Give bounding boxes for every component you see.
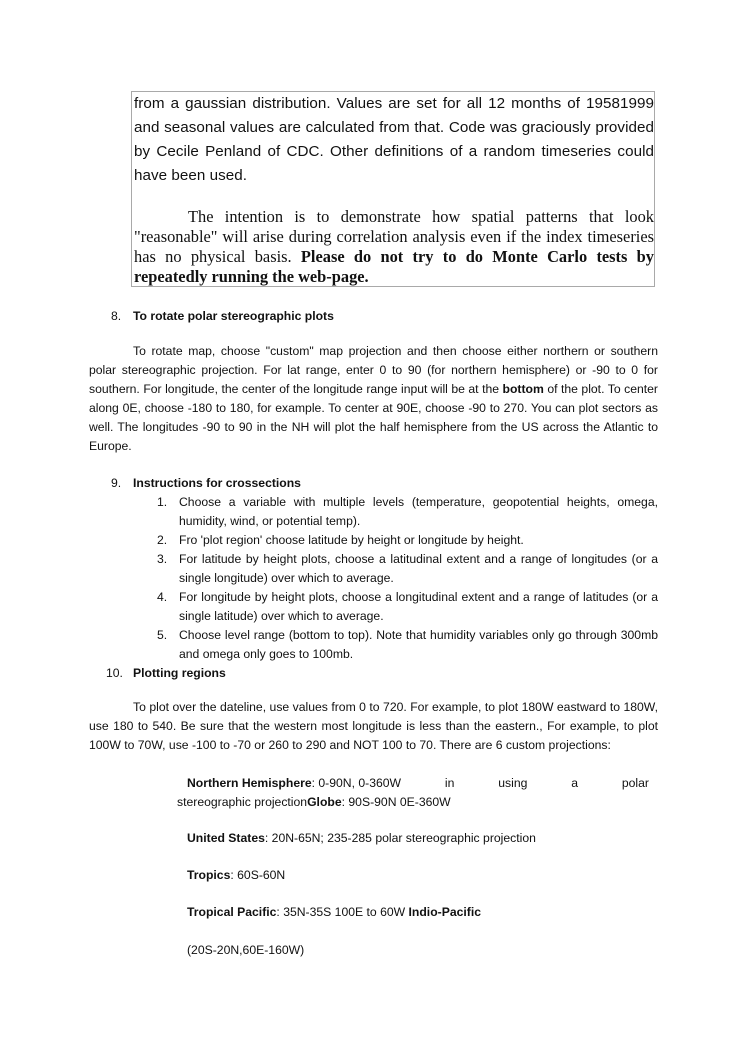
region-globe-line [177,793,451,812]
section-8-text-b: of the plot. To center along 0E, choose -180 to 180, for example. To center at 90E, choose -90 to 270. You can plot sectors as well. The longitudes -90 to 90 in the NH will plot the half hemisphere from the US across the Atlantic to Europe. [89,382,658,453]
frame-paragraph-1: from a gaussian distribution. Values are set for all 12 months of 19581999 and seasonal values are calculated from that. Code was graciously provided by Cecile Penland of CDC. Other definitions of a random timeseries could have been used. [134,95,654,184]
region-nh-word-a: a [571,776,578,790]
step-text: Fro 'plot region' choose latitude by height or longitude by height. [179,533,524,547]
crossection-step [157,626,658,664]
region-nh-line2: stereographic projection [177,795,308,809]
step-number: 2. [157,533,168,547]
region-nh-word-polar: polar [621,776,649,790]
step-number: 4. [157,590,168,604]
region-us-range: : 20N-65N; 235-285 polar stereographic projection [264,831,536,845]
section-8-text-a: To rotate map, choose "custom" map projection and then choose either northern or southern polar stereographic projection. For lat range, enter 0 to 90 (for northern hemisphere) or -90 to 0 for southern. For longitude, the center of the longitude range input will be at the [89,344,658,396]
region-ip-range: (20S-20N,60E-160W) [187,943,305,957]
crossection-step [157,531,658,550]
region-tp-label: Tropical Pacific [187,905,277,919]
section-9-title: Instructions for crossections [133,476,301,490]
region-nh-range: : 0-90N, 0-360W [311,776,402,790]
crossection-step [157,588,658,626]
region-tropics-range: : 60S-60N [230,868,286,882]
step-number: 1. [157,495,168,509]
region-tp-range: : 35N-35S 100E to 60W [276,905,406,919]
section-10-paragraph: To plot over the dateline, use values from 0 to 720. For example, to plot 180W eastward to 180W, use 180 to 540. Be sure that the western most longitude is less than the eastern., For example, to plot 100W to 70W, use -100 to -70 or 260 to 290 and NOT 100 to 70. There are 6 custom projections: [89,700,658,752]
frame-paragraph-2-bold: Please do not try to do Monte Carlo tests by repeatedly running the web-page. [134,247,654,286]
region-us-label: United States [187,831,265,845]
region-nh-line [187,774,649,793]
crossection-steps [157,493,658,664]
region-nh-word-using: using [498,776,528,790]
region-globe-label: Globe [307,795,342,809]
frame-paragraph-2 [134,207,654,287]
crossection-step [157,493,658,531]
region-ip-line [187,941,304,960]
crossection-step [157,550,658,588]
frame-paragraph-2-text: The intention is to demonstrate how spatial patterns that look "reasonable" will arise during correlation analysis even if the index timeseries has no physical basis. [134,207,654,266]
section-8-title: To rotate polar stereographic plots [133,309,334,323]
step-text: Choose a variable with multiple levels (temperature, geopotential heights, omega, humidity, wind, or potential temp). [179,495,658,528]
step-number: 3. [157,552,168,566]
step-text: For latitude by height plots, choose a latitudinal extent and a range of longitudes (or a single longitude) over which to average. [179,552,658,585]
region-nh-label: Northern Hemisphere [187,776,312,790]
region-tp-line [187,903,481,922]
region-us-line [187,829,536,848]
section-10-title: Plotting regions [133,666,226,680]
section-8-bold-word: bottom [502,382,544,396]
section-8-number: 8. [111,309,122,323]
step-text: Choose level range (bottom to top). Note that humidity variables only go through 300mb and omega only goes to 100mb. [179,628,658,661]
step-text: For longitude by height plots, choose a longitudinal extent and a range of latitudes (or a single latitude) over which to average. [179,590,658,623]
region-ip-label: Indio-Pacific [408,905,481,919]
section-10-number: 10. [106,666,123,680]
region-tropics-line [187,866,285,885]
section-8-paragraph [89,342,658,456]
step-number: 5. [157,628,168,642]
region-globe-range: : 90S-90N 0E-360W [341,795,451,809]
region-nh-word-in: in [444,776,455,790]
section-9-number: 9. [111,476,122,490]
region-tropics-label: Tropics [187,868,231,882]
text-frame [131,91,655,287]
